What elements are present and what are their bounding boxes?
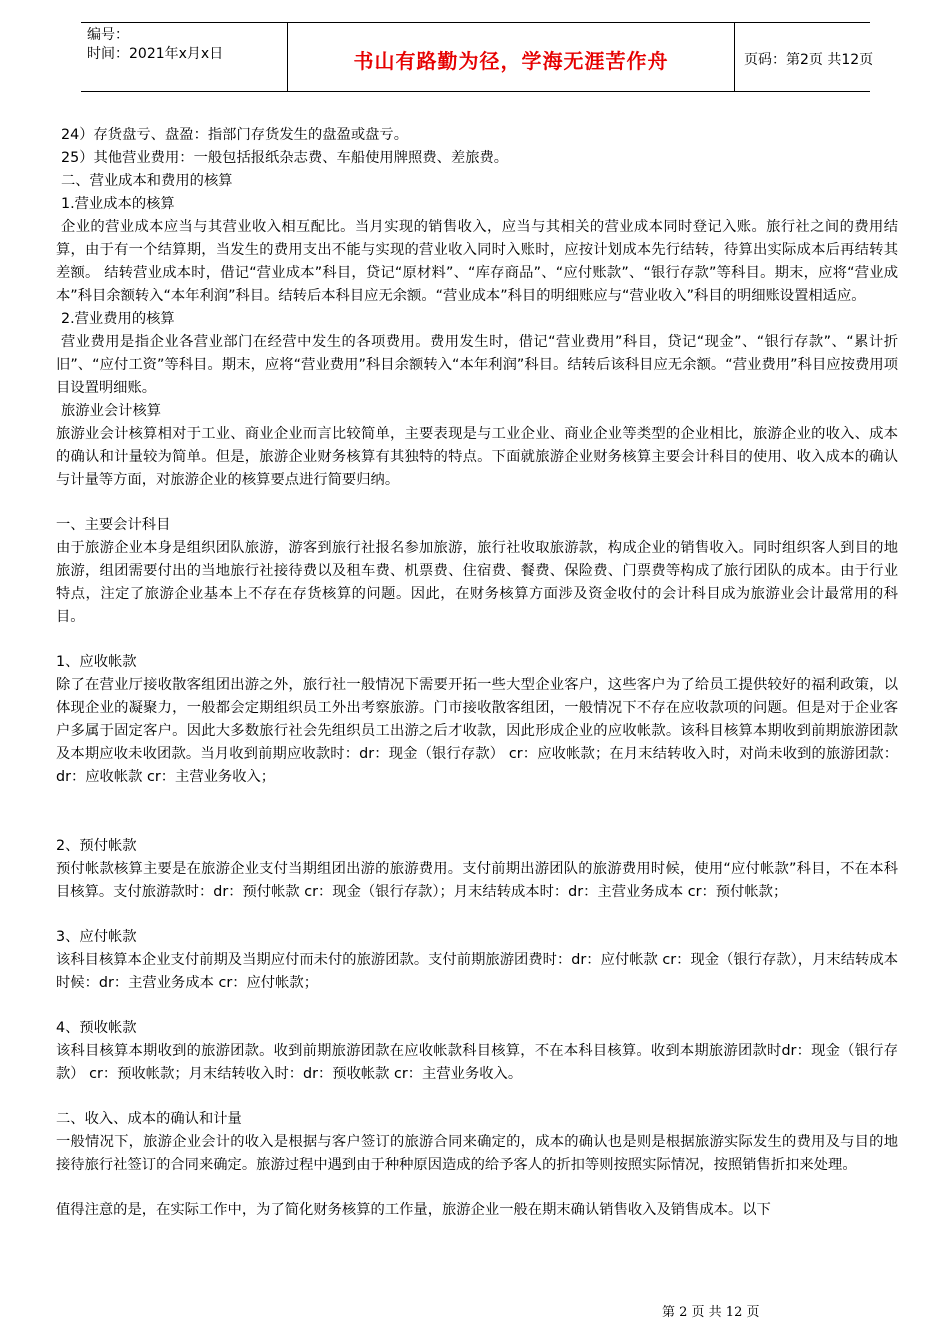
page-footer: 第 2 页 共 12 页 <box>662 1305 760 1320</box>
spacer <box>56 1177 898 1199</box>
section-heading: 旅游业会计核算 <box>61 403 162 419</box>
section-heading: 二、营业成本和费用的核算 <box>61 173 233 189</box>
paragraph: 预付帐款核算主要是在旅游企业支付当期组团出游的旅游费用。支付前期出游团队的旅游费用时候，使用“应付帐款”科目，不在本科目核算。支付旅游款时：dr：预付帐款 cr：现金（银行存款）；月末结转成本时：dr：主营业务成本 cr：预付帐款； <box>56 861 898 900</box>
list-item: 25）其他营业费用：一般包括报纸杂志费、车船使用牌照费、差旅费。 <box>61 150 509 166</box>
subsection-heading: 2、预付帐款 <box>56 838 137 854</box>
subsection-heading: 4、预收帐款 <box>56 1020 137 1036</box>
spacer <box>56 629 898 651</box>
document-number-label: 编号： <box>87 27 129 43</box>
paragraph: 该科目核算本企业支付前期及当期应付而未付的旅游团款。支付前期旅游团费时：dr：应付帐款 cr：现金（银行存款），月末结转成本时候：dr：主营业务成本 cr：应付帐款； <box>56 952 898 991</box>
paragraph: 旅游业会计核算相对于工业、商业企业而言比较简单，主要表现是与工业企业、商业企业等类型的企业相比，旅游企业的收入、成本的确认和计量较为简单。但是，旅游企业财务核算有其独特的特点。下面就旅游企业财务核算主要会计科目的使用、收入成本的确认与计量等方面，对旅游企业的核算要点进行简要归纳。 <box>56 426 898 488</box>
document-time-label: 时间：2021年x月x日 <box>87 46 224 62</box>
document-body <box>56 124 898 1222</box>
header-page-number: 页码：第2页 共12页 <box>744 52 874 68</box>
spacer <box>56 789 898 835</box>
section-heading: 一、主要会计科目 <box>56 517 171 533</box>
header-motto: 书山有路勤为径，学海无涯苦作舟 <box>353 49 669 73</box>
subsection-heading: 2.营业费用的核算 <box>61 311 175 327</box>
section-heading: 二、收入、成本的确认和计量 <box>56 1111 242 1127</box>
paragraph: 除了在营业厅接收散客组团出游之外，旅行社一般情况下需要开拓一些大型企业客户，这些客户为了给员工提供较好的福利政策，以体现企业的凝聚力，一般都会定期组织员工外出考察旅游。门市接收散客组团，一般情况下不存在应收款项的问题。但是对于企业客户多属于固定客户。因此大多数旅行社会先组织员工出游之后才收款，因此形成企业的应收帐款。该科目核算本期收到前期旅游团款及本期应收未收团款。当月收到前期应收款时：dr：现金（银行存款） cr：应收帐款；在月末结转收入时，对尚未收到的旅游团款：dr：应收帐款 cr：主营业务收入； <box>56 677 898 785</box>
paragraph: 企业的营业成本应当与其营业收入相互配比。当月实现的销售收入，应当与其相关的营业成本同时登记入账。旅行社之间的费用结算，由于有一个结算期，当发生的费用支出不能与实现的营业收入同时入账时，应按计划成本先行结转，待算出实际成本后再结转其差额。 结转营业成本时，借记“营业成本”科目，贷记“原材料”、“库存商品”、“应付账款”、“银行存款”等科目。期末，应将“营业成本”科目余额转入“本年利润”科目。结转后本科目应无余额。“营业成本”科目的明细账应与“营业收入”科目的明细账设置相适应。 <box>56 219 898 304</box>
spacer <box>56 492 898 514</box>
header-meta-cell <box>81 23 287 91</box>
subsection-heading: 1.营业成本的核算 <box>61 196 175 212</box>
paragraph: 值得注意的是，在实际工作中，为了简化财务核算的工作量，旅游企业一般在期末确认销售收入及销售成本。以下 <box>56 1202 771 1218</box>
subsection-heading: 1、应收帐款 <box>56 654 137 670</box>
header-page-cell <box>734 23 874 91</box>
spacer <box>56 995 898 1017</box>
header-motto-cell <box>287 23 735 91</box>
paragraph: 由于旅游企业本身是组织团队旅游，游客到旅行社报名参加旅游，旅行社收取旅游款，构成企业的销售收入。同时组织客人到目的地旅游，组团需要付出的当地旅行社接待费以及租车费、机票费、住宿费、餐费、保险费、门票费等构成了旅行团队的成本。由于行业特点，注定了旅游企业基本上不存在存货核算的问题。因此，在财务核算方面涉及资金收付的会计科目成为旅游业会计最常用的科目。 <box>56 540 898 625</box>
paragraph: 一般情况下，旅游企业会计的收入是根据与客户签订的旅游合同来确定的，成本的确认也是则是根据旅游实际发生的费用及与目的地接待旅行社签订的合同来确定。旅游过程中遇到由于种种原因造成的给予客人的折扣等则按照实际情况，按照销售折扣来处理。 <box>56 1134 898 1173</box>
page-header <box>81 22 874 92</box>
subsection-heading: 3、应付帐款 <box>56 929 137 945</box>
paragraph: 该科目核算本期收到的旅游团款。收到前期旅游团款在应收帐款科目核算，不在本科目核算。收到本期旅游团款时dr：现金（银行存款） cr：预收帐款；月末结转收入时：dr：预收帐款 cr：主营业务收入。 <box>56 1043 898 1082</box>
list-item: 24）存货盘亏、盘盈：指部门存货发生的盘盈或盘亏。 <box>61 127 409 143</box>
spacer <box>56 904 898 926</box>
spacer <box>56 1086 898 1108</box>
paragraph: 营业费用是指企业各营业部门在经营中发生的各项费用。费用发生时，借记“营业费用”科目，贷记“现金”、“银行存款”、“累计折旧”、“应付工资”等科目。期末，应将“营业费用”科目余额转入“本年利润”科目。结转后该科目应无余额。“营业费用”科目应按费用项目设置明细账。 <box>56 334 898 396</box>
